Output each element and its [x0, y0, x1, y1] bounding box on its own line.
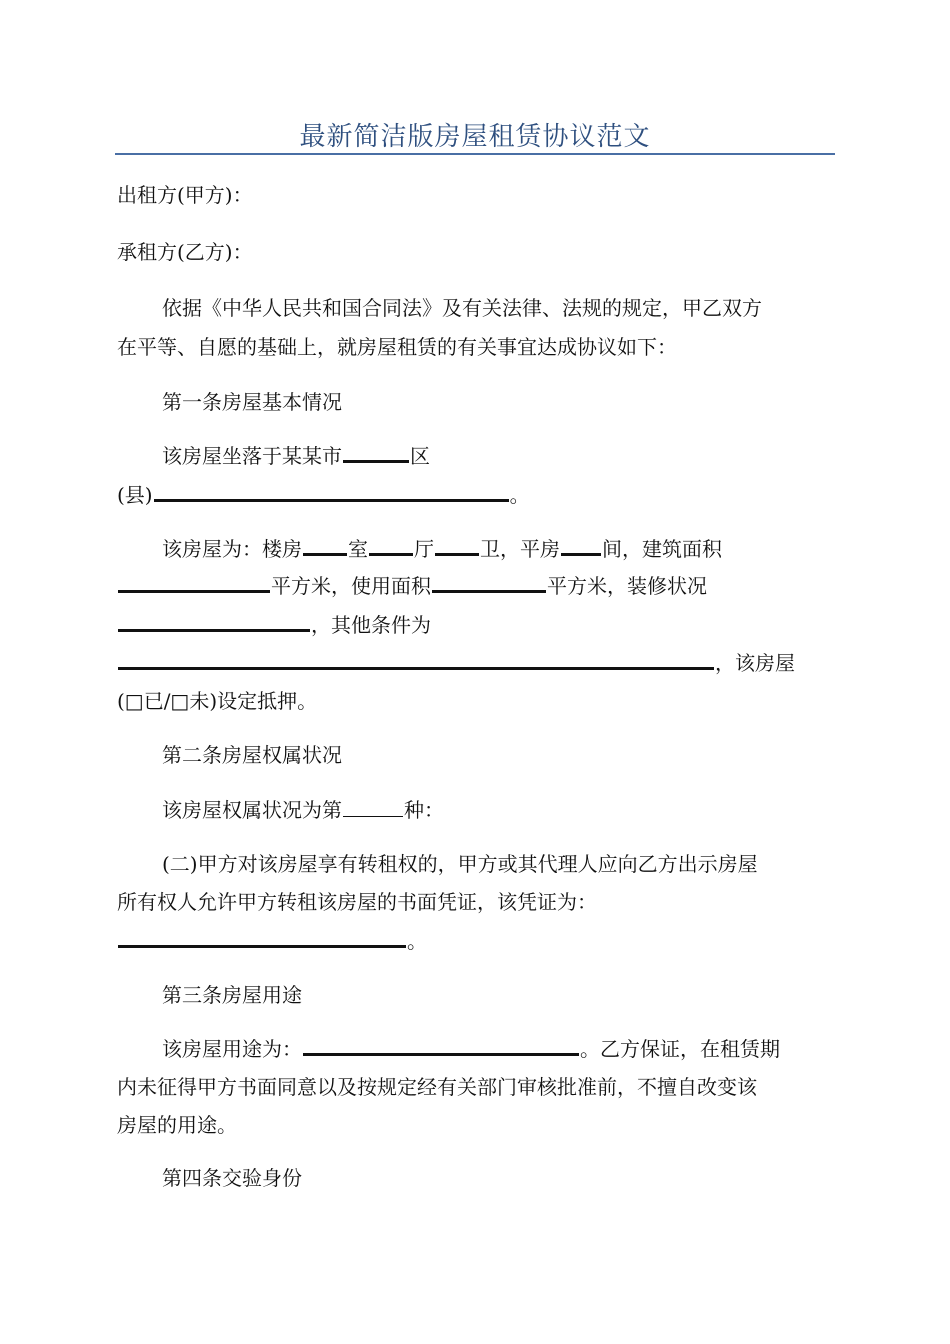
intro-line-2: 在平等、自愿的基础上，就房屋租赁的有关事宜达成协议如下：: [117, 335, 677, 359]
house-is-text: 该房屋为：楼房: [162, 537, 302, 561]
usage-guarantee-text: 。乙方保证，在租赁期: [580, 1037, 780, 1061]
ownership-text: 该房屋权属状况为第: [162, 798, 342, 822]
address-end: 。: [509, 483, 530, 507]
house-tail-text: ，该房屋: [715, 651, 795, 675]
room-blank: [303, 551, 347, 556]
sqm-use-text: 平方米，使用面积: [271, 574, 431, 598]
county-line: [117, 481, 530, 509]
title-underline: [115, 153, 835, 155]
room-text: 室: [348, 537, 368, 561]
sublet-line-2: 所有权人允许甲方转租该房屋的书面凭证，该凭证为：: [117, 890, 597, 914]
usage-text: 该房屋用途为：: [162, 1037, 302, 1061]
other-cond-text: ，其他条件为: [311, 613, 431, 637]
sublet-line-1: (二)甲方对该房屋享有转租权的，甲方或其代理人应向乙方出示房屋: [162, 852, 758, 876]
bungalow-blank: [561, 551, 601, 556]
hall-blank: [369, 551, 413, 556]
ownership-type-blank: [343, 814, 403, 817]
sqm-deco-text: 平方米，装修状况: [547, 574, 707, 598]
article-4-heading: 第四条交验身份: [162, 1166, 302, 1190]
bath-blank: [435, 551, 479, 556]
usage-line-1: [162, 1035, 780, 1063]
article-2-heading: 第二条房屋权属状况: [162, 743, 342, 767]
certificate-line: [117, 927, 427, 955]
lessee-line: 承租方(乙方)：: [117, 240, 253, 264]
intro-line-1: 依据《中华人民共和国合同法》及有关法律、法规的规定，甲乙双方: [162, 296, 762, 320]
article-3-heading: 第三条房屋用途: [162, 983, 302, 1007]
building-area-blank: [118, 588, 270, 593]
county-text: (县): [117, 483, 153, 507]
usage-line-2: 内未征得甲方书面同意以及按规定经有关部门审核批准前，不擅自改变该: [117, 1075, 757, 1099]
other-conditions-line: [117, 649, 795, 677]
mortgage-line: (□已/□未)设定抵押。: [117, 689, 318, 713]
decoration-blank: [118, 627, 310, 632]
ownership-kind-text: 种：: [404, 798, 444, 822]
address-blank: [154, 497, 509, 502]
hall-text: 厅: [414, 537, 434, 561]
usage-line-3: 房屋的用途。: [117, 1113, 237, 1137]
area-line: [117, 572, 707, 600]
usable-area-blank: [432, 588, 546, 593]
bath-text: 卫，平房: [480, 537, 560, 561]
usage-blank: [303, 1051, 579, 1056]
jian-text: 间，建筑面积: [602, 537, 722, 561]
certificate-end: 。: [407, 929, 427, 953]
location-city-text: 该房屋坐落于某某市: [162, 444, 342, 468]
document-title: 最新简洁版房屋租赁协议范文: [299, 122, 651, 152]
house-type-line: [162, 535, 722, 563]
other-conditions-blank: [118, 665, 714, 670]
certificate-blank: [118, 943, 406, 948]
district-blank: [343, 458, 409, 463]
article-1-heading: 第一条房屋基本情况: [162, 390, 342, 414]
ownership-line: [162, 796, 444, 824]
location-line: [162, 442, 430, 470]
district-text: 区: [410, 444, 430, 468]
lessor-line: 出租方(甲方)：: [117, 183, 253, 207]
decoration-line: [117, 611, 431, 639]
